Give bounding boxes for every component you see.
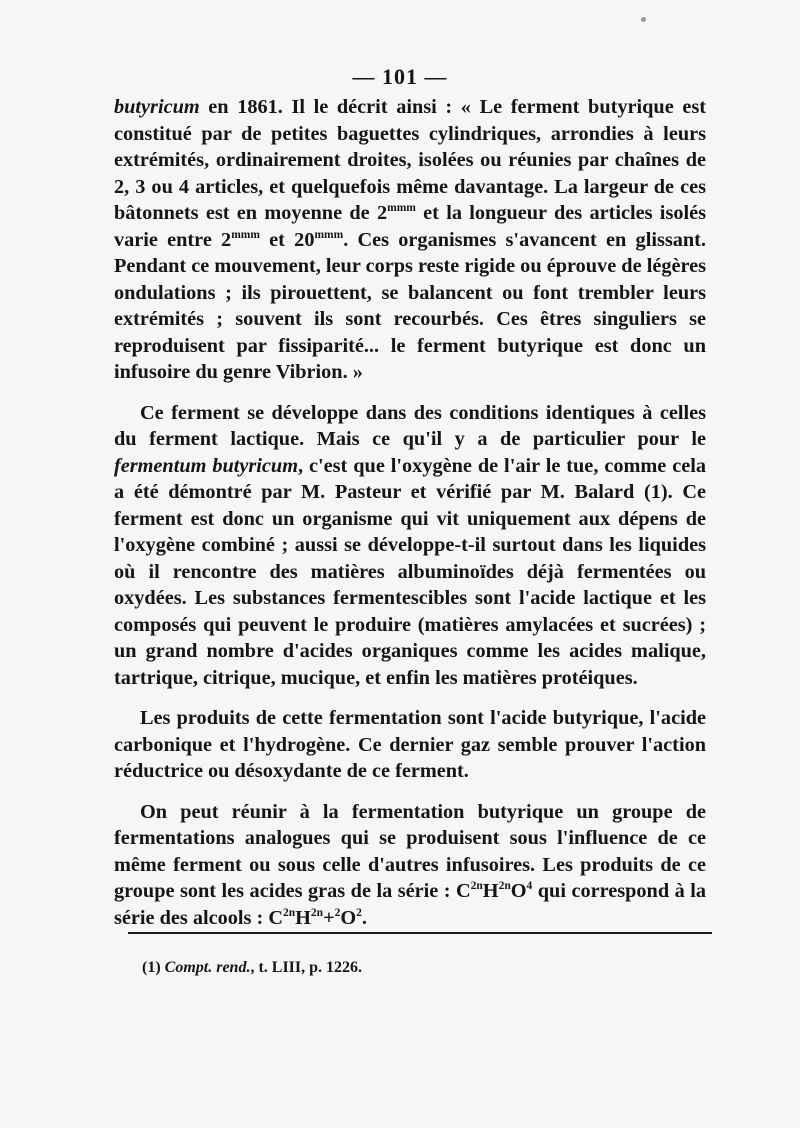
superscript: 2n bbox=[310, 906, 324, 919]
footnote bbox=[142, 959, 362, 977]
text-run: qui correspond à la série des alcools : C bbox=[114, 880, 707, 929]
paragraph-2 bbox=[114, 400, 706, 692]
text-run: Les produits de cette fermentation sont l'acide butyrique, l'acide carbonique et l'hydrogène. Ce dernier gaz semble prouver l'action réductrice ou désoxydante de ce ferment. bbox=[114, 707, 706, 782]
text-run: et la longueur des articles isolés varie entre 2 bbox=[114, 202, 707, 251]
text-run: H bbox=[482, 880, 499, 902]
text-run: en 1861. Il le décrit ainsi : « Le ferment butyrique est constitué par de petites baguettes cylindriques, arrondies à leurs extrémités, ordinairement droites, isolées ou réunies par chaînes de 2, 3 ou 4 articles, et quelquefois même davantage. La largeur de ces bâtonnets est en moyenne de 2 bbox=[114, 96, 706, 224]
body-text bbox=[114, 94, 706, 945]
paragraph-4 bbox=[114, 799, 706, 932]
text-run: O bbox=[340, 906, 357, 929]
text-run: On peut réunir à la fermentation butyrique un groupe de fermentations analogues qui se produisent sous l'influence de ce même ferment ou sous celle d'autres infusoires. Les produits de ce groupe sont les acides gras de la série : C bbox=[114, 800, 706, 902]
superscript: 2n bbox=[282, 906, 296, 919]
superscript: mmm bbox=[231, 228, 260, 241]
superscript: mmm bbox=[314, 228, 344, 241]
italic-term: fermentum butyricum bbox=[114, 454, 298, 477]
text-run: et 20 bbox=[259, 228, 315, 251]
paragraph-1 bbox=[114, 94, 706, 386]
superscript: 4 bbox=[526, 880, 533, 892]
superscript: mmm bbox=[387, 202, 416, 214]
footnote-reference: , t. LIII, p. 1226. bbox=[250, 959, 363, 976]
text-run: , c'est que l'oxygène de l'air le tue, comme cela a été démontré par M. Pasteur et vérifié par M. Balard (1). Ce ferment est donc un organisme qui vit uniquement aux dépens de l'oxygène combiné ; aussi se développe-t-il surtout dans les liquides où il rencontre des matières albuminoïdes déjà fermentées ou oxydées. Les substances fermentescibles sont l'acide lactique et les composés qui peuvent le produire (matières amylacées et sucrées) ; un grand nombre d'acides organiques comme les acides malique, tartrique, citrique, mucique, et enfin les matières protéiques. bbox=[114, 454, 706, 689]
text-run: Ce ferment se développe dans des conditions identiques à celles du ferment lactique. Mais ce qu'il y a de particulier pour le bbox=[114, 401, 706, 450]
superscript: 2 bbox=[334, 906, 341, 919]
footnote-rule bbox=[128, 932, 712, 934]
italic-term: butyricum bbox=[114, 96, 200, 118]
text-run: O bbox=[510, 880, 527, 902]
paper-speck bbox=[641, 17, 646, 22]
text-run: . Ces organismes s'avancent en glissant. Pendant ce mouvement, leur corps reste rigide ou éprouve de légères ondulations ; ils pirouettent, se balancent ou font trembler leurs extrémités ; souvent ils sont recourbés. Ces êtres singuliers se reproduisent par fissiparité... le ferment butyrique est donc un infusoire du genre Vibrion. » bbox=[114, 228, 706, 383]
text-run: . bbox=[361, 906, 367, 929]
footnote-marker: (1) bbox=[142, 959, 165, 976]
paragraph-3 bbox=[114, 705, 706, 785]
text-run: H bbox=[295, 906, 311, 929]
text-run: + bbox=[323, 906, 335, 929]
superscript: 2n bbox=[498, 880, 511, 892]
superscript: 2 bbox=[356, 906, 362, 919]
superscript: 2n bbox=[470, 880, 483, 892]
footnote-source: Compt. rend. bbox=[164, 959, 251, 976]
page-number: — 101 — bbox=[352, 64, 448, 89]
